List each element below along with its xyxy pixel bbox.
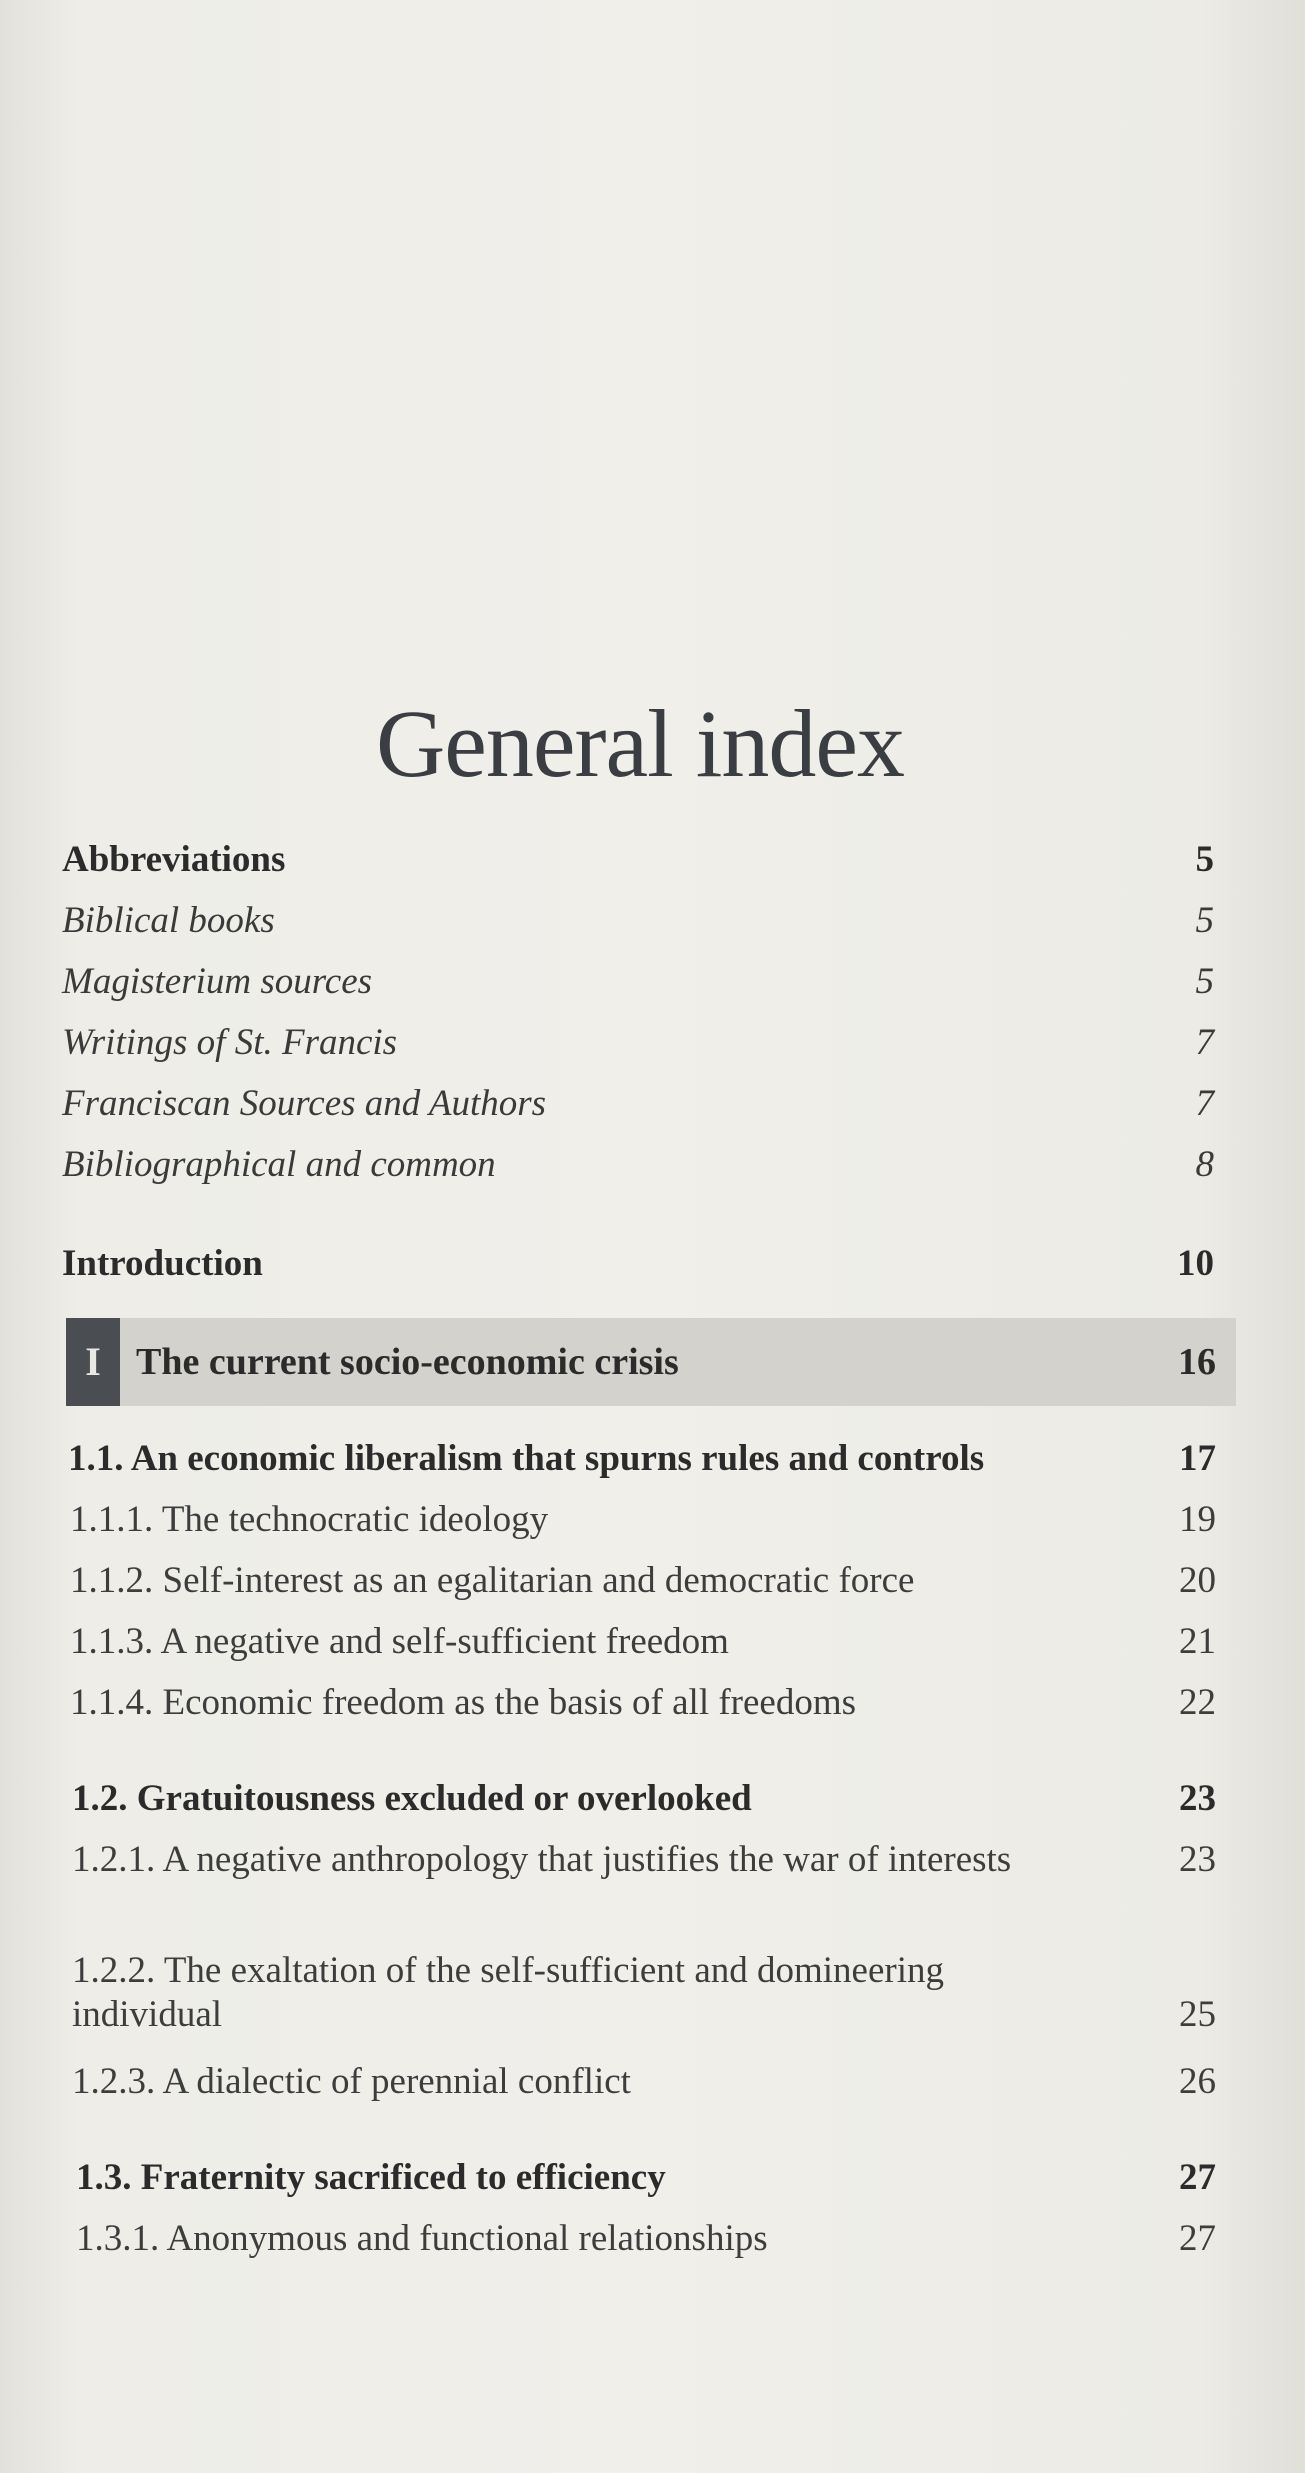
index-entry [70,1498,1216,1542]
entry-label: 1.2.3. A dialectic of perennial conflict [72,2061,631,2102]
section-heading [72,1777,1216,1821]
entry-page: 21 [1179,1621,1216,1662]
entry-page: 5 [1195,961,1214,1002]
entry-page: 27 [1179,2157,1216,2198]
entry-page: 22 [1179,1682,1216,1723]
index-entry [62,899,1214,943]
entry-page: 19 [1179,1499,1216,1540]
entry-label: Introduction [62,1243,263,1284]
entry-label: 1.1.4. Economic freedom as the basis of all freedoms [70,1682,857,1723]
index-entry [72,2060,1216,2104]
index-entry [62,1143,1214,1187]
section-heading [68,1437,1216,1481]
entry-label: 1.1.3. A negative and self-sufficient freedom [70,1621,729,1662]
entry-label: 1.1. An economic liberalism that spurns rules and controls [68,1438,985,1479]
entry-label: 1.1.2. Self-interest as an egalitarian and democratic force [70,1560,915,1601]
entry-page: 23 [1179,1839,1216,1880]
entry-label: Abbreviations [62,839,286,880]
index-entry [62,1082,1214,1126]
chapter-page: 16 [1178,1341,1216,1383]
entry-label: Bibliographical and common [62,1144,496,1185]
index-entry [70,1681,1216,1725]
entry-page: 5 [1195,900,1214,941]
entry-label: 1.2.2. The exaltation of the self-sufficient and domineering individual [72,1950,944,2036]
page-title: General index [375,690,905,798]
entry-page: 25 [1179,1994,1216,2036]
entry-page: 26 [1179,2061,1216,2102]
index-entry [62,960,1214,1004]
entry-page: 20 [1179,1560,1216,1601]
entry-page: 8 [1195,1144,1214,1185]
index-entry [70,1620,1216,1664]
entry-label: Writings of St. Francis [62,1022,398,1063]
index-entry [72,1838,1216,1882]
entry-page: 27 [1179,2218,1216,2259]
index-entry [72,1949,1216,2038]
index-entry [76,2217,1216,2261]
index-entry-abbreviations [62,838,1214,882]
entry-page: 5 [1195,839,1214,880]
entry-page: 17 [1179,1438,1216,1479]
chapter-number: I [66,1318,120,1406]
entry-label: Magisterium sources [62,961,373,1002]
entry-label: 1.1.1. The technocratic ideology [70,1499,549,1540]
index-entry [62,1021,1214,1065]
entry-label: 1.2.1. A negative anthropology that justifies the war of interests [72,1839,1012,1880]
entry-label: 1.3. Fraternity sacrificed to efficiency [76,2157,666,2198]
entry-label: 1.3.1. Anonymous and functional relationships [76,2218,768,2259]
entry-page: 7 [1195,1022,1214,1063]
chapter-title: The current socio-economic crisis [136,1341,679,1383]
index-entry [70,1559,1216,1603]
index-entry-introduction [62,1242,1214,1286]
entry-label: 1.2. Gratuitousness excluded or overlooked [72,1778,752,1819]
entry-label: Franciscan Sources and Authors [62,1083,547,1124]
entry-label: Biblical books [62,900,275,941]
chapter-heading [66,1318,1236,1406]
entry-page: 10 [1177,1243,1214,1284]
entry-page: 23 [1179,1778,1216,1819]
entry-page: 7 [1195,1083,1214,1124]
section-heading [76,2156,1216,2200]
